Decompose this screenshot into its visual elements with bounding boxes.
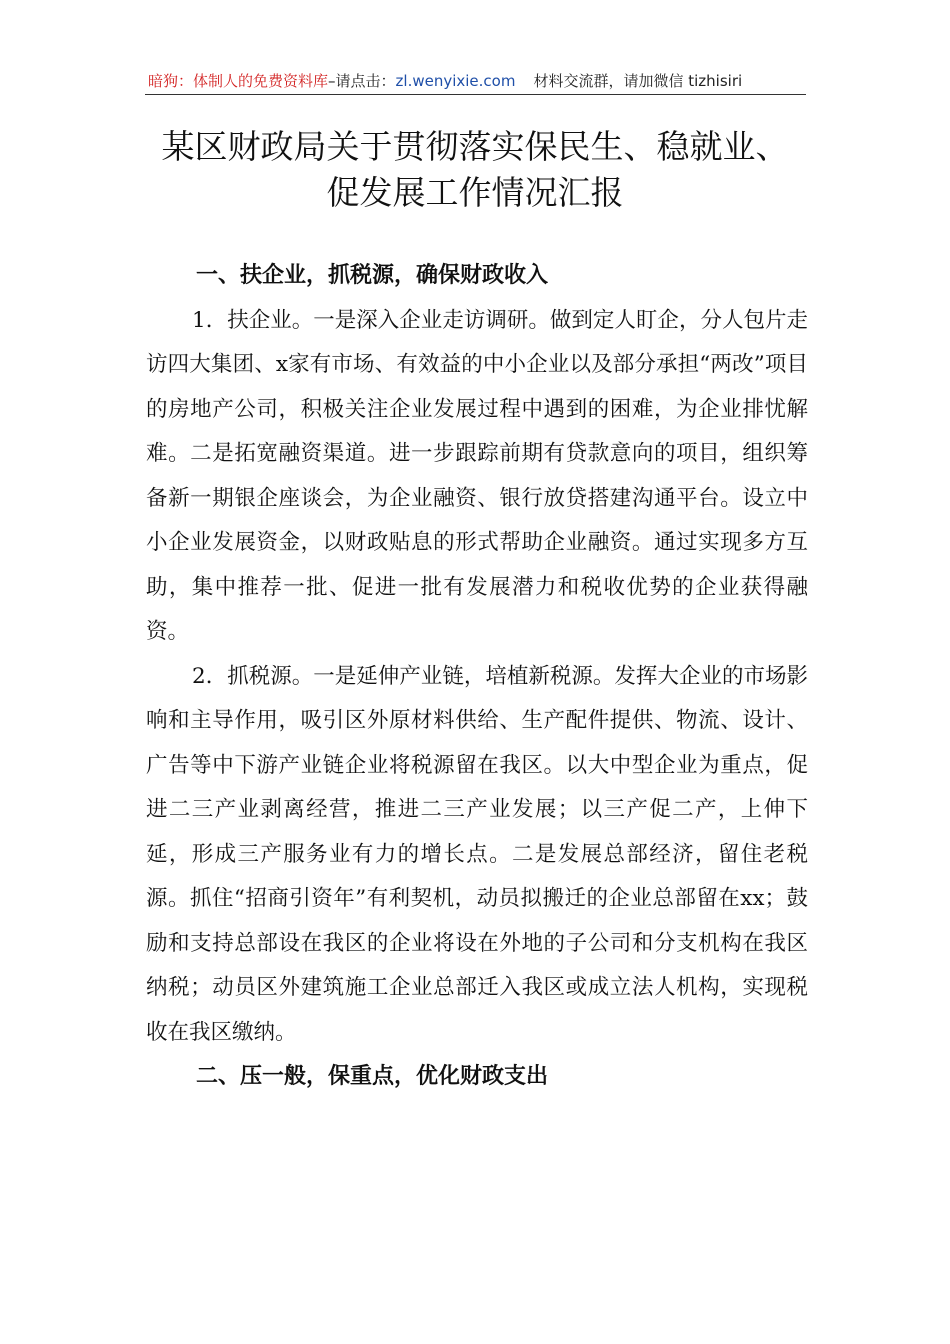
header-source-label: 暗狗：体制人的免费资料库 (148, 72, 329, 90)
document-title (100, 124, 850, 216)
section-1-paragraph-1: 1．扶企业。一是深入企业走访调研。做到定人盯企，分人包片走访四大集团、x家有市场、有效益的中小企业以及部分承担“两改”项目的房地产公司，积极关注企业发展过程中遇到的困难，为企业排忧解难。二是拓宽融资渠道。进一步跟踪前期有贷款意向的项目，组织筹备新一期银企座谈会，为企业融资、银行放贷搭建沟通平台。设立中小企业发展资金，以财政贴息的形式帮助企业融资。通过实现多方互助，集中推荐一批、促进一批有发展潜力和税收优势的企业获得融资。 (146, 307, 808, 644)
header-url-link[interactable]: zl.wenyixie.com (395, 72, 516, 90)
section-1-paragraph-2: 2．抓税源。一是延伸产业链，培植新税源。发挥大企业的市场影响和主导作用，吸引区外原材料供给、生产配件提供、物流、设计、广告等中下游产业链企业将税源留在我区。以大中型企业为重点，促进二三产业剥离经营，推进二三产业发展；以三产促二产，上伸下延，形成三产服务业有力的增长点。二是发展总部经济，留住老税源。抓住“招商引资年”有利契机，动员拟搬迁的企业总部留在xx；鼓励和支持总部设在我区的企业将设在外地的子公司和分支机构在我区纳税；动员区外建筑施工企业总部迁入我区或成立法人机构，实现税收在我区缴纳。 (146, 663, 808, 1045)
document-body (146, 254, 808, 1100)
header-divider (145, 94, 806, 95)
header-group-note: 材料交流群，请加微信 tizhisiri (533, 72, 743, 90)
title-line-1: 某区财政局关于贯彻落实保民生、稳就业、 (161, 127, 789, 166)
page-header (148, 70, 808, 94)
header-click-prompt: –请点击： (328, 72, 396, 90)
title-line-2: 促发展工作情况汇报 (326, 173, 624, 212)
section-2-heading: 二、压一般，保重点，优化财政支出 (196, 1064, 549, 1089)
section-1-heading: 一、扶企业，抓税源，确保财政收入 (196, 263, 549, 288)
